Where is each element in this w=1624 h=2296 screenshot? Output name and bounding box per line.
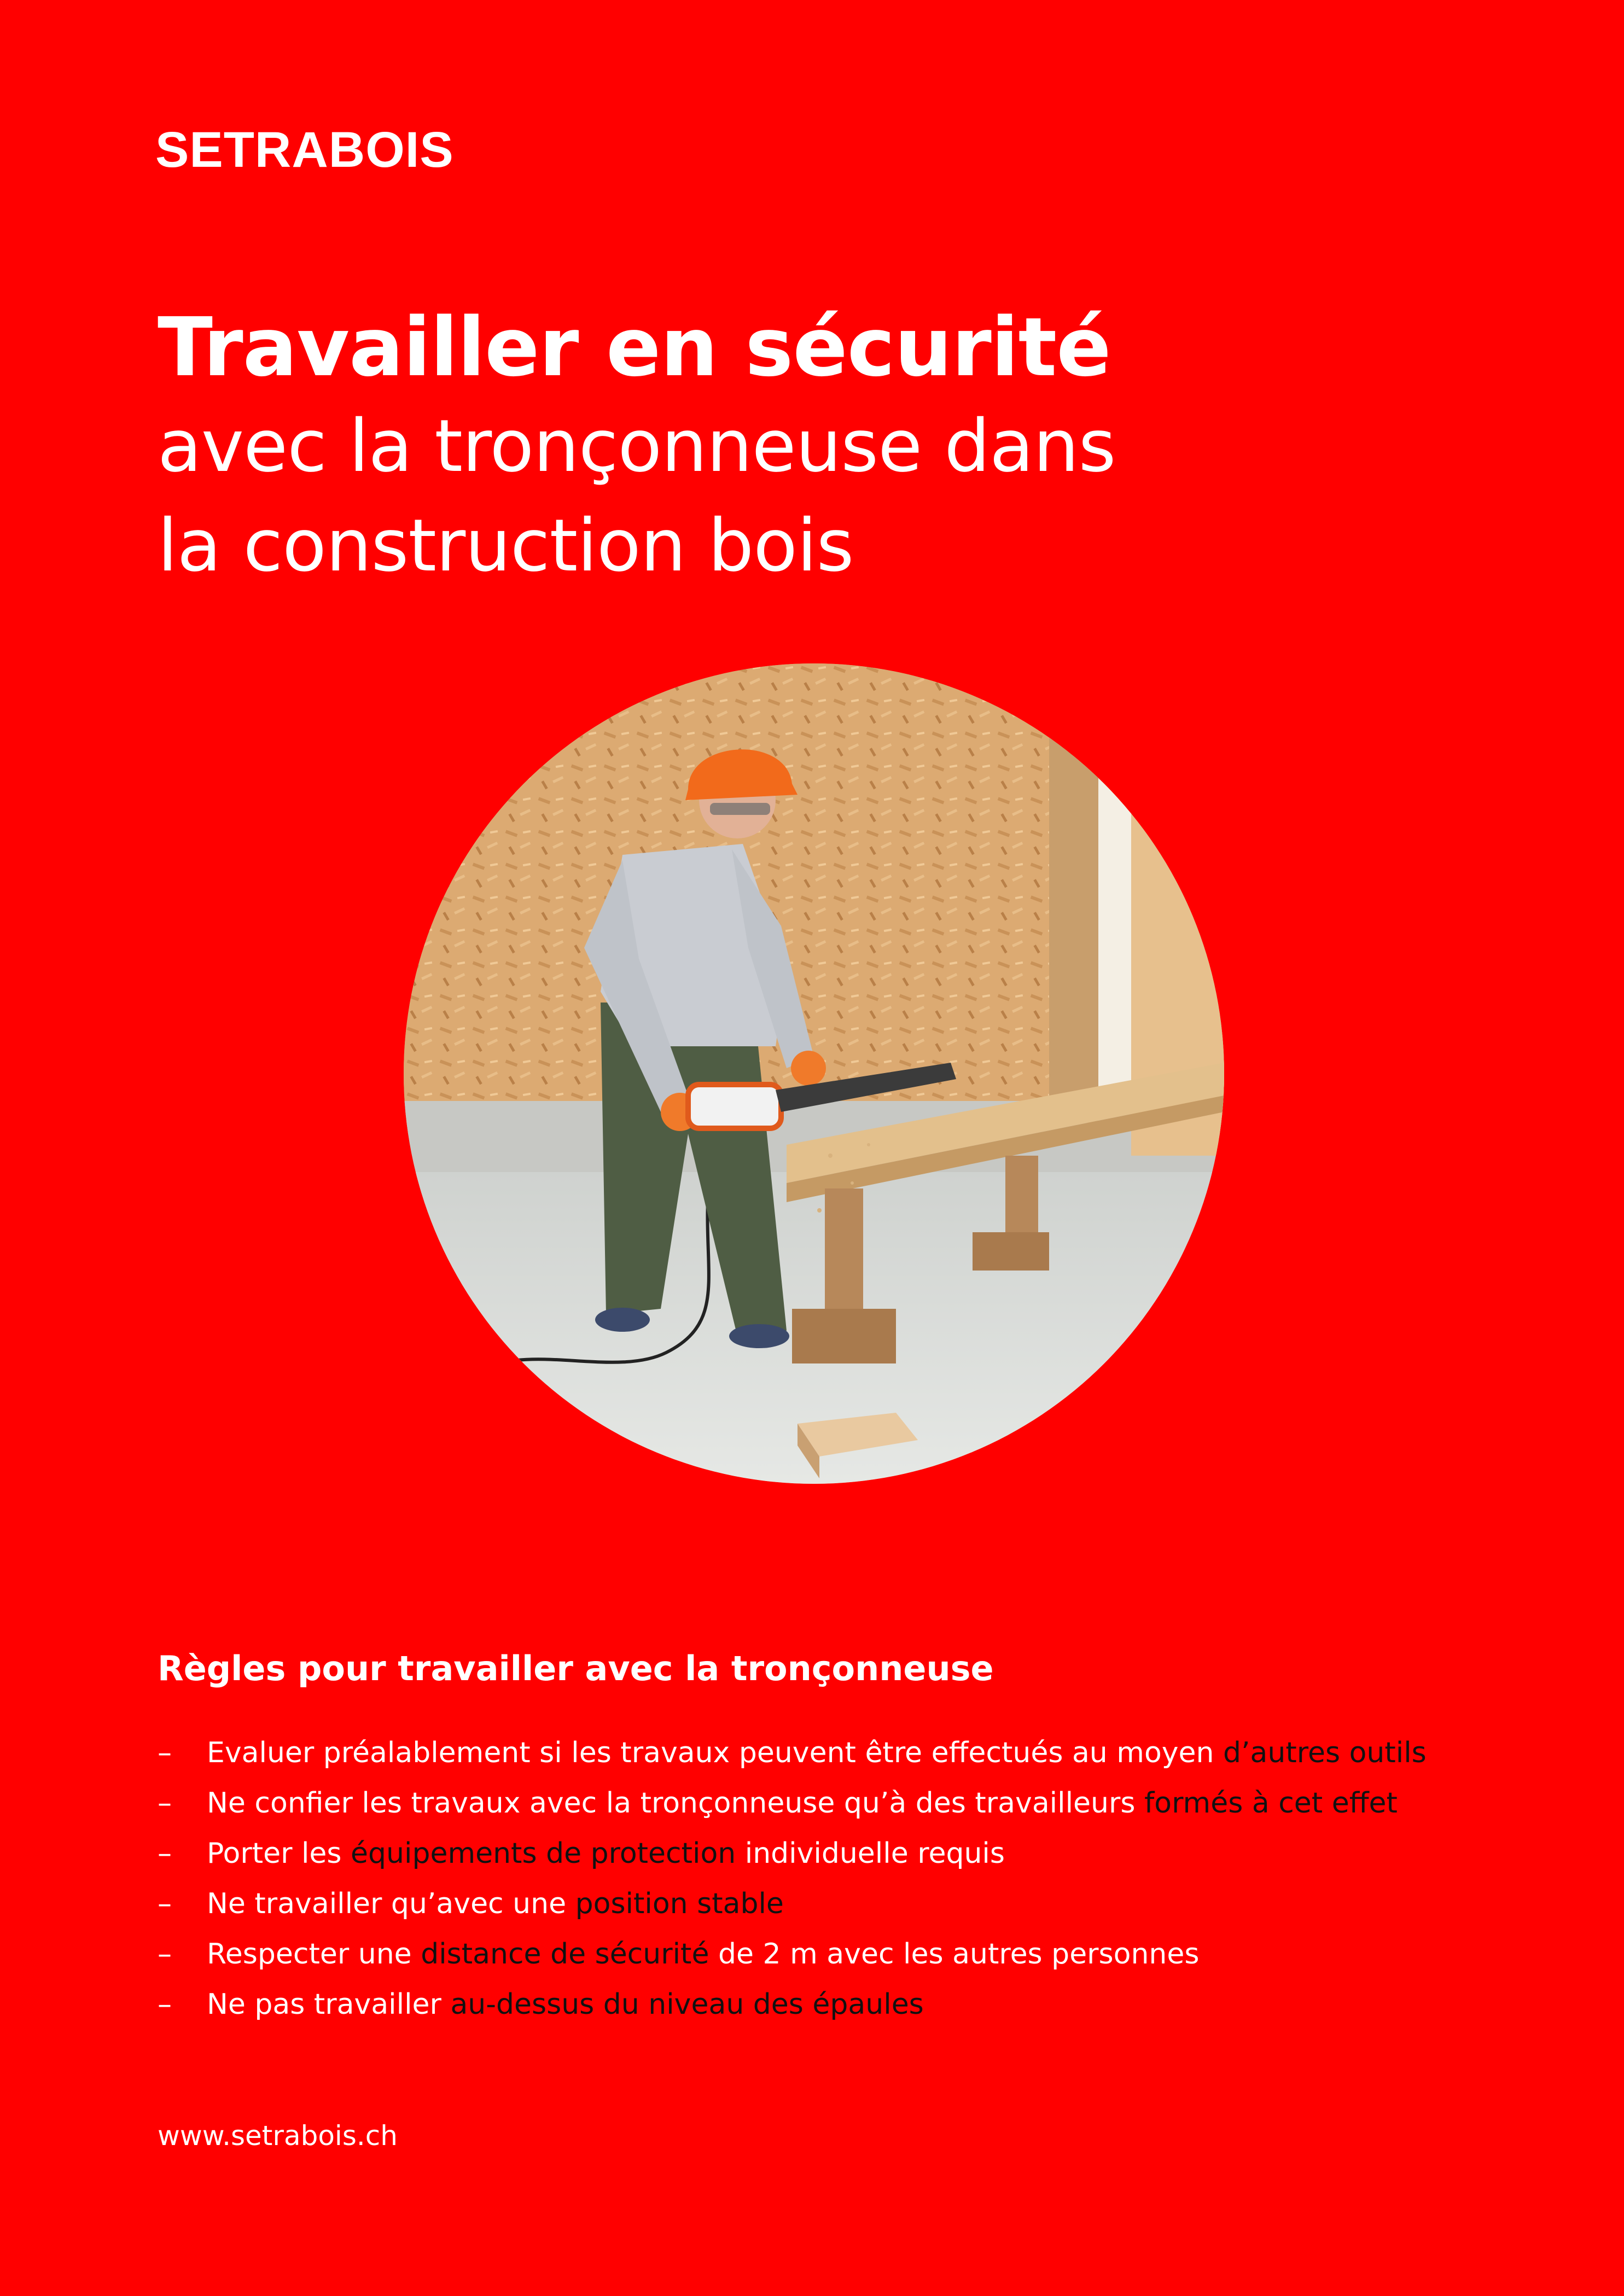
rule-text: Evaluer préalablement si les travaux peuvent être effectués au moyen d’autres outils [207,1736,1427,1769]
rule-highlight: position stable [575,1887,784,1920]
list-item [158,1885,1525,1935]
dash-bullet: – [158,1787,172,1820]
rule-highlight: d’autres outils [1223,1736,1427,1769]
list-item [158,1834,1525,1885]
rules-heading: Règles pour travailler avec la tronçonneuse [158,1648,994,1688]
page-title [158,298,1470,596]
setrabois-logo: SETRABOIS [155,122,454,178]
list-item [158,1935,1525,1985]
list-item [158,1784,1525,1834]
dash-bullet: – [158,1938,172,1971]
dash-bullet: – [158,1736,172,1769]
dash-bullet: – [158,1837,172,1870]
worker-with-chainsaw-photo [404,663,1224,1484]
rule-text: Ne confier les travaux avec la tronçonneuse qu’à des travailleurs formés à cet effet [207,1787,1398,1820]
rule-text: Ne travailler qu’avec une position stable [207,1887,784,1920]
rule-highlight: équipements de protection [351,1837,736,1870]
rule-highlight: distance de sécurité [421,1938,709,1971]
rule-text: Porter les équipements de protection individuelle requis [207,1837,1005,1870]
dash-bullet: – [158,1988,172,2021]
title-line-3: la construction bois [158,504,854,588]
rule-highlight: au-dessus du niveau des épaules [450,1988,924,2021]
list-item [158,1734,1525,1784]
rule-text: Respecter une distance de sécurité de 2 m avec les autres personnes [207,1938,1200,1971]
title-line-2: avec la tronçonneuse dans [158,404,1116,488]
rule-highlight: formés à cet effet [1144,1787,1398,1820]
title-line-1: Travailler en sécurité [158,300,1111,394]
website-link[interactable]: www.setrabois.ch [158,2120,398,2152]
dash-bullet: – [158,1887,172,1920]
rule-text: Ne pas travailler au-dessus du niveau des épaules [207,1988,924,2021]
list-item [158,1985,1525,2036]
rules-list [158,1734,1525,2036]
